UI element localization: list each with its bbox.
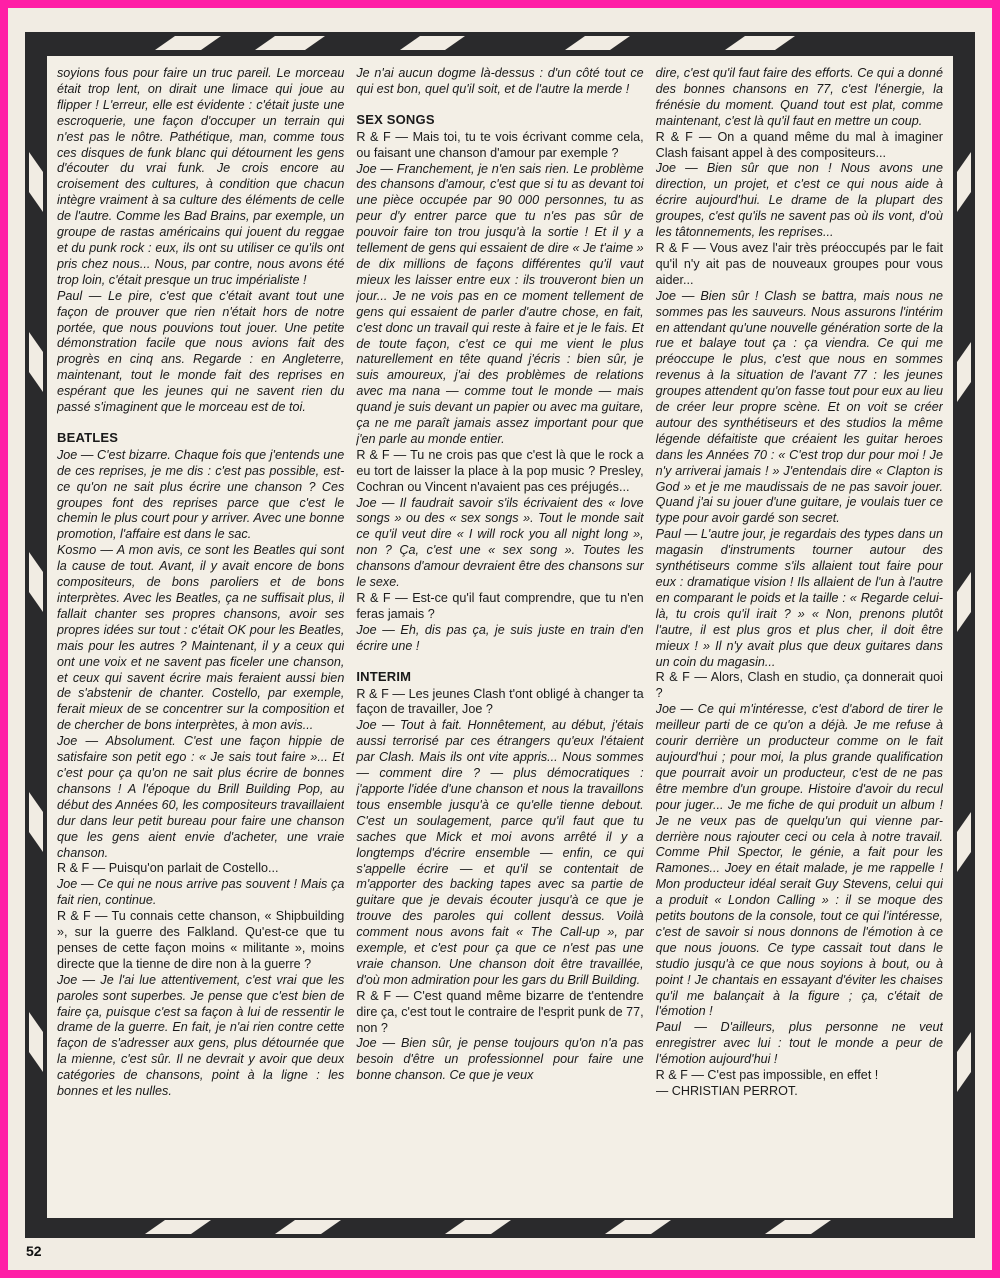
paragraph: Joe — Bien sûr que non ! Nous avons une direction, un projet, et c'est ce qui nous aide à écrire aujourd'hui. Le drame de la plupart des groupes, c'est qu'ils ne savent pas où ils vont, d'où les tâtonnements, les reprises...	[655, 161, 943, 240]
paragraph: Paul — L'autre jour, je regardais des types dans un magasin d'instruments tourner autour des synthétiseurs comme s'ils allaient tout faire pour eux : dramatique vision ! Ils allaient de l'un à l'autre en comparant le poids et la taille : « Regarde celui-là, tu crois qu'il irait ? » « Non, prenons plutôt l'autre, il est plus gros et plus cher, il doit être mieux ! » Il n'y avait plus que deux guitares dans un coin du magasin...	[655, 527, 943, 669]
paragraph: soyions fous pour faire un truc pareil. Le morceau était trop lent, on dirait une limace qui joue au flipper ! L'erreur, elle est évidente : c'était juste une escroquerie, une façon d'occuper un terrain qui n'est pas le nôtre. Pathétique, man, comme tous ces disques de funk blanc qui détournent les gens d'écouter du vrai funk. Je crois encore au croisement des cultures, à condition que chacun intègre vraiment à sa culture des éléments de celle de l'autre. Comme les Bad Brains, par exemple, un groupe de rastas américains qui jouent du reggae et du punk rock : eux, ils ont su utiliser ce qu'ils ont pris chez nous... Nous, par contre, nous avons été trop loin, c'était presque un truc impérialiste !	[57, 66, 345, 287]
text-column-1	[57, 66, 344, 1218]
paragraph: R & F — Tu connais cette chanson, « Shipbuilding », sur la guerre des Falkland. Qu'est-ce que tu penses de cette façon moins « militante », moins directe que la tienne de dire non à la guerre ?	[57, 909, 345, 971]
paragraph: dire, c'est qu'il faut faire des efforts. Ce qui a donné des bonnes chansons en 77, c'est l'énergie, la frénésie du moment. Quand tout est plat, comme maintenant, c'est là qu'il faut en mettre un coup.	[655, 66, 943, 128]
paragraph: Joe — Bien sûr, je pense toujours qu'on n'a pas besoin d'être un professionnel pour faire une bonne chanson. Ce que je veux	[356, 1036, 644, 1083]
paragraph: Joe — Eh, dis pas ça, je suis juste en train d'en écrire une !	[356, 622, 644, 653]
paragraph: Joe — Absolument. C'est une façon hippie de satisfaire son petit ego : « Je sais tout faire »... Et c'est pour ça qu'on ne sait plus écrire de bonnes chansons ! A l'époque du Brill Building Pop, au début des Années 60, les compositeurs travaillaient dur dans leur petit bureau pour faire une chanson que les gens aient envie d'acheter, une vraie chanson.	[57, 734, 345, 860]
paragraph: Joe — Ce qui ne nous arrive pas souvent ! Mais ça fait rien, continue.	[57, 877, 345, 908]
page-number: 52	[26, 1243, 42, 1259]
paragraph: Joe — Tout à fait. Honnêtement, au début, j'étais aussi terrorisé par ces étrangers qu'eux l'étaient par Clash. Mais ils ont vite appris... Nous sommes — comment dire ? — plus démocratiques : j'apporte l'idée d'une chanson et nous la travaillons tous ensemble jusqu'à ce qu'elle tienne debout. C'est un soulagement, parce qu'il faut que tu saches que Mick et moi avons arrêté il y a longtemps d'écrire ensemble — enfin, ce qui s'appelle écrire — et qu'il se contentait de m'apporter des backing tapes avec sa partie de guitare que je devais écouter jusqu'à ce que je trouve des paroles qui collent dessus. Voilà comment nous avons fait « The Call-up », par exemple, et c'est pour ça que ce n'est pas une vraie chanson. Une chanson doit être travaillée, d'où mon admiration pour les gars du Brill Building.	[356, 718, 644, 987]
paragraph: R & F — Vous avez l'air très préoccupés par le fait qu'il n'y ait pas de nouveaux groupes pour vous aider...	[655, 240, 943, 287]
paragraph: R & F — C'est pas impossible, en effet !	[655, 1068, 879, 1083]
paragraph: R & F — C'est quand même bizarre de t'entendre dire ça, c'est tout le contraire de l'esprit punk de 77, non ?	[356, 988, 644, 1035]
section-heading: BEATLES	[57, 429, 119, 445]
paragraph: Joe — Ce qui m'intéresse, c'est d'abord de tirer le meilleur parti de ce qu'on a déjà. Je me refuse à courir derrière un producteur comme on le fait aujourd'hui ; pour moi, la plus grande qualification que pourrait avoir un producteur, c'est de ne pas être membre d'un groupe. Histoire d'avoir du recul pour juger... Je me fiche de qui produit un album ! Je ne veux pas de quelqu'un qui vienne par-derrière nous rajouter ceci ou cela à notre travail. Comme Phil Spector, le génie, a fait pour les Ramones... Joey en était malade, je me rappelle ! Mon producteur idéal serait Guy Stevens, celui qui a produit « London Calling » : il se moque des petits boutons de la console, tout ce qui l'intéresse, c'est de savoir si nous donnons de l'émotion à ce que nous jouons. Ce type cassait tout dans le studio jusqu'à ce que nous soyions à bout, ou à point ! Je chantais en essayant d'éviter les chaises qu'il me balançait à la figure ; ça, c'était de l'émotion !	[655, 702, 943, 1019]
paragraph: — CHRISTIAN PERROT.	[655, 1084, 798, 1098]
section-heading: INTERIM	[356, 668, 412, 684]
paragraph: Joe — Il faudrait savoir s'ils écrivaient des « love songs » ou des « sex songs ». Tout le monde sait ce qu'il veut dire « I will rock you all night long », non ? Ça, c'est une « sex song ». Toutes les chansons d'amour devraient être des chansons sur le sexe.	[356, 495, 644, 590]
paragraph: Joe — Je l'ai lue attentivement, c'est vrai que les paroles sont superbes. Je pense que c'est bien de faire ça, puisque c'est sa façon à lui de ressentir le drame de la guerre. En fait, je n'ai rien contre cette façon de s'adresser aux gens, plus détournée que la mienne, c'est sûr. Il ne devrait y avoir que deux catégories de chansons, point à la ligne : les bonnes et les nulles.	[57, 972, 345, 1099]
text-column-2	[356, 66, 643, 1218]
paragraph: R & F — Mais toi, tu te vois écrivant comme cela, ou faisant une chanson d'amour par exemple ?	[356, 129, 644, 160]
paragraph: Joe — Bien sûr ! Clash se battra, mais nous ne sommes pas les sauveurs. Nous assurons l'intérim en attendant qu'une nouvelle génération sorte de la rue et balaye tout ça : ça viendra. Ce qui me préoccupe le plus, c'est que nous en sommes revenus à la situation de l'avant 77 : les jeunes groupes attendent qu'on fasse tout pour eux au lieu de créer leur propre scène. Et on voit se créer autour des synthétiseurs et des studios la même légende défaitiste que créaient les guitar heroes dans les Années 70 : « C'est trop dur pour moi ! Je n'y arriverai jamais ! » J'entendais dire « Clapton is God » et je me maudissais de ne pas savoir jouer. Quand j'ai su jouer d'une guitare, je voulais tuer ce type pour avoir gardé son secret.	[655, 288, 943, 526]
paragraph: R & F — On a quand même du mal à imaginer Clash faisant appel à des compositeurs...	[655, 129, 943, 160]
section-heading: SEX SONGS	[356, 111, 435, 127]
article-body	[47, 56, 953, 1218]
paragraph: Paul — D'ailleurs, plus personne ne veut enregistrer avec lui : tout le monde a peur de l'émotion aujourd'hui !	[655, 1020, 943, 1067]
paragraph: Kosmo — A mon avis, ce sont les Beatles qui sont la cause de tout. Avant, il y avait encore de bons compositeurs, de bons paroliers et de bons interprètes. Avec les Beatles, ça ne suffisait plus, il fallait chanter ses propres chansons, avoir ses propres idées sur tout : c'était OK pour les Beatles, mais pour les autres ? Maintenant, il y a ceux qui ont une voix et ne savent pas ficeler une chanson, et ceux qui savent écrire mais feraient aussi bien de s'abstenir de chanter. Costello, par exemple, ferait mieux de se concentrer sur la composition et de chercher de bons interprètes, à mon avis...	[57, 543, 345, 733]
paragraph: R & F — Est-ce qu'il faut comprendre, que tu n'en feras jamais ?	[356, 591, 644, 621]
paragraph: Je n'ai aucun dogme là-dessus : d'un côté tout ce qui est bon, quel qu'il soit, et de l'autre la merde !	[356, 66, 644, 96]
text-column-3	[656, 66, 943, 1218]
paragraph: R & F — Alors, Clash en studio, ça donnerait quoi ?	[655, 670, 943, 701]
paragraph: Paul — Le pire, c'est que c'était avant tout une façon de prouver que rien n'était hors de notre portée, que nous pouvions tout jouer. Une petite démonstration facile que nous avions fait des progrès en cinq ans. Regarde : en Angleterre, maintenant, tout le monde fait des reprises en espérant que les jeunes qui ne savent rien du passé s'imaginent que le morceau est de toi.	[57, 288, 345, 415]
paragraph: Joe — Franchement, je n'en sais rien. Le problème des chansons d'amour, c'est que si tu as devant toi une pièce occupée par 90 000 personnes, tu as peur d'y entrer parce que tu n'es pas sûr de pouvoir faire ton trou jusqu'à la sortie ! Et il y a tellement de gens qui essaient de dire « Je t'aime » de dix millions de façons différentes qu'il vaut mieux les laisser entre eux : ils trouveront bien un jour... Je ne vois pas en ce moment tellement de gens qui essaient de parler d'autre chose, en fait, c'est donc un travail qui reste à faire et je le fais. Et de toute façon, c'est ce qui me vient le plus naturellement en tête quand j'écris : bien sûr, je suis amoureux, j'ai des problèmes de relations avec ma nana — comme tout le monde — mais quand je suis devant un papier ou avec ma guitare, ça ne me paraît jamais assez important pour que j'en parle au monde entier.	[356, 161, 644, 446]
paragraph: Joe — C'est bizarre. Chaque fois que j'entends une de ces reprises, je me dis : c'est pas possible, est-ce qu'on ne sait plus écrire une chanson ? Ces groupes font des reprises parce que c'est le chemin le plus court pour y arriver. Avec une bonne promotion, l'affaire est dans le sac.	[57, 447, 345, 542]
paragraph: R & F — Puisqu'on parlait de Costello...	[57, 861, 279, 876]
paragraph: R & F — Tu ne crois pas que c'est là que le rock a eu tort de laisser la place à la pop music ? Presley, Cochran ou Vincent n'avaient pas ces préjugés...	[356, 447, 644, 494]
paragraph: R & F — Les jeunes Clash t'ont obligé à changer ta façon de travailler, Joe ?	[356, 686, 644, 717]
